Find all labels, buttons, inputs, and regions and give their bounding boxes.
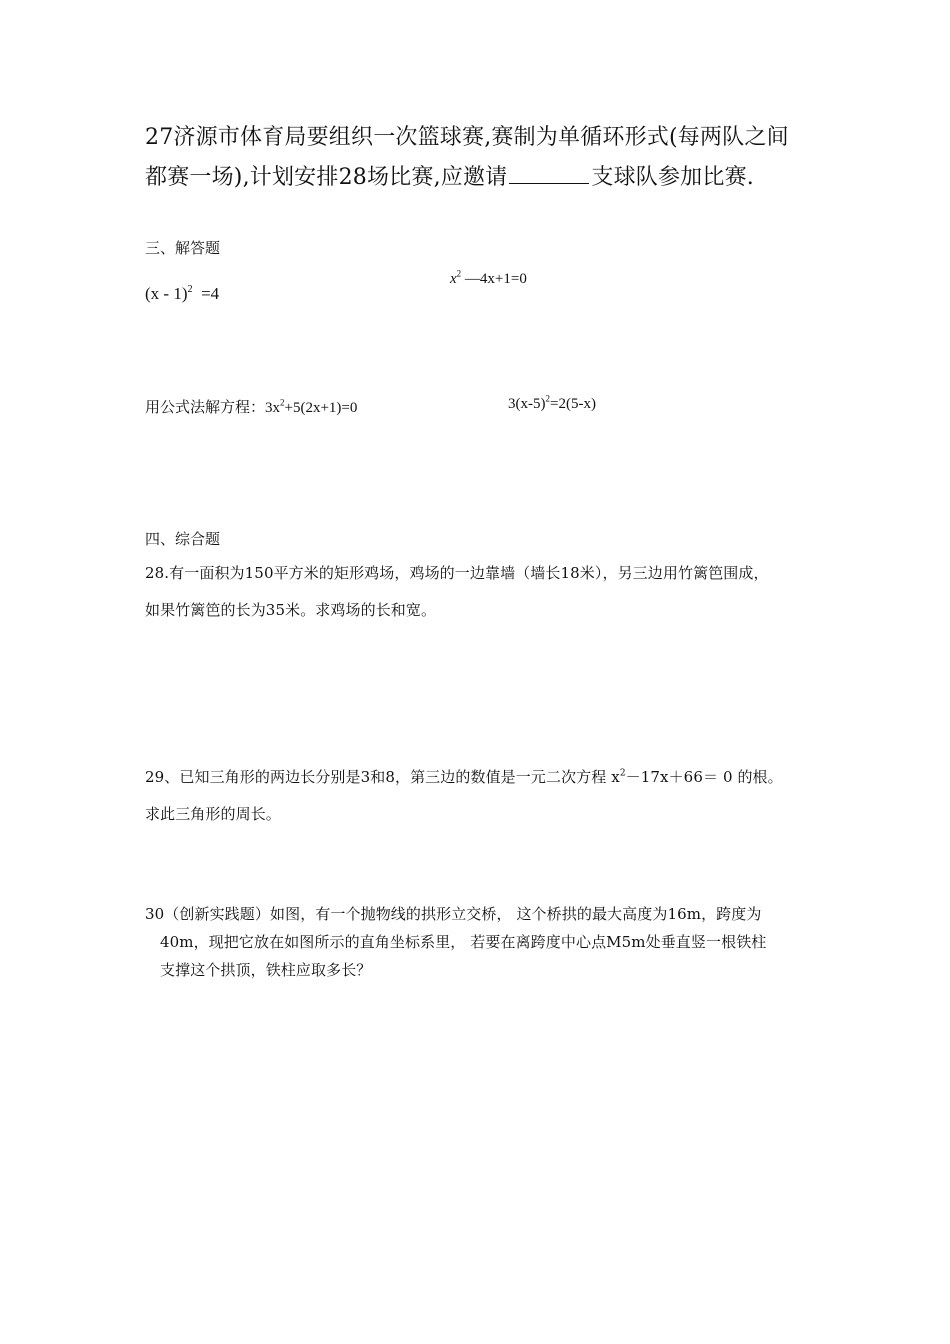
- q30-line-3: 支撑这个拱顶，铁柱应取多长？: [160, 961, 372, 979]
- equation-1: (x - 1)$^2$ =4: [145, 283, 220, 303]
- q30-line-2: 40m，现把它放在如图所示的直角坐标系里， 若要在离跨度中心点M5m处垂直竖一根铁柱: [160, 933, 767, 951]
- q27-line-1: 27济源市体育局要组织一次篮球赛,赛制为单循环形式(每两队之间: [145, 125, 789, 150]
- section-3-title: 三、解答题: [145, 239, 221, 257]
- q28-line-2: 如果竹篱笆的长为35米。求鸡场的长和宽。: [145, 601, 437, 619]
- equation-4: $3(x-5)^2=2(5-x)$: [508, 393, 596, 412]
- q30-line-1: 30（创新实践题）如图，有一个抛物线的拱形立交桥， 这个桥拱的最大高度为16m，跨度为: [145, 905, 762, 923]
- q29-line-1: 29、已知三角形的两边长分别是3和8，第三边的数值是一元二次方程 $x^2-17x+66= 0$ 的根。: [145, 768, 783, 786]
- answer-blank[interactable]: [509, 182, 589, 184]
- q28-line-1: 28.有一面积为150平方米的矩形鸡场，鸡场的一边靠墙（墙长18米），另三边用竹篱笆围成，: [145, 564, 769, 582]
- section-4-title: 四、综合题: [145, 530, 221, 548]
- equation-2: $x^2$ —4x+1=0: [450, 268, 527, 287]
- q29-line-2: 求此三角形的周长。: [145, 805, 281, 823]
- q27-line-2: 都赛一场),计划安排28场比赛,应邀请 支球队参加比赛.: [145, 165, 754, 190]
- equation-3: 用公式法解方程：$3x^2+5(2x+1)=0$: [145, 397, 358, 416]
